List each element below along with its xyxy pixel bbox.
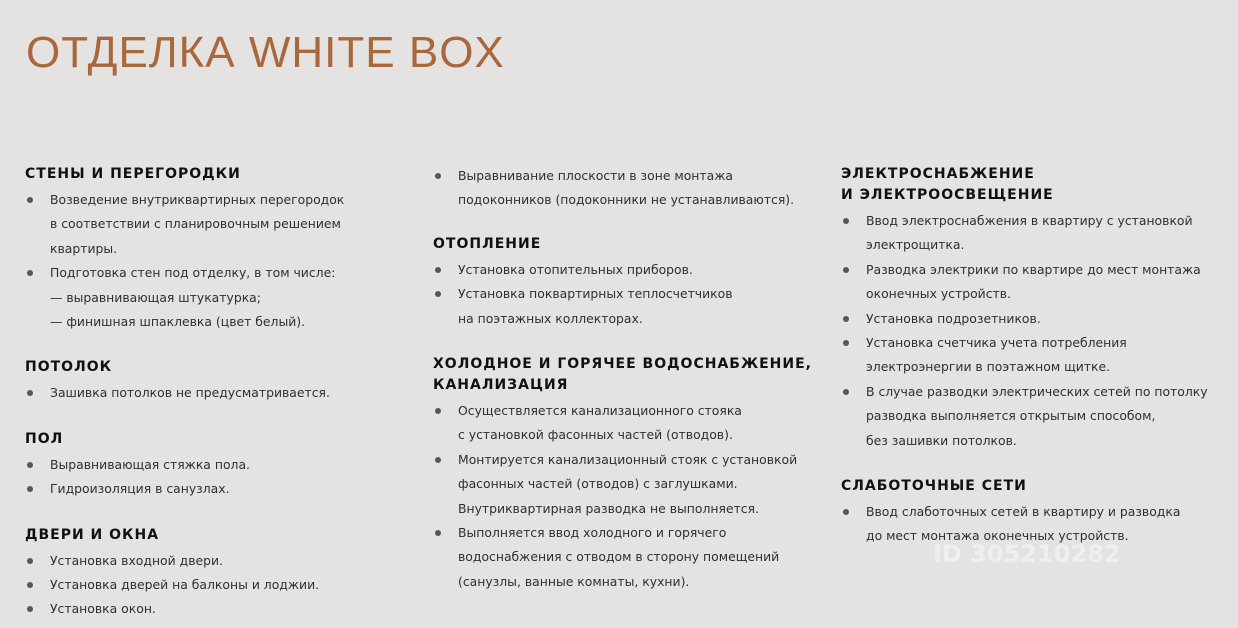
section-heading: ХОЛОДНОЕ И ГОРЯЧЕЕ ВОДОСНАБЖЕНИЕ, bbox=[433, 356, 812, 373]
section-heating bbox=[433, 234, 828, 331]
list-item bbox=[25, 477, 405, 501]
text-line: электрощитка. bbox=[866, 237, 965, 253]
section-floor bbox=[25, 429, 405, 502]
watermark: ID 305210282 bbox=[933, 540, 1121, 568]
section-walls bbox=[25, 164, 405, 334]
list-item bbox=[433, 399, 828, 448]
text-line: без зашивки потолков. bbox=[866, 432, 1017, 448]
page-title: ОТДЕЛКА WHITE BOX bbox=[26, 28, 505, 77]
bullet-icon bbox=[843, 267, 849, 273]
bullet-icon bbox=[435, 530, 441, 536]
bullet-icon bbox=[27, 486, 33, 492]
text-line: Внутриквартирная разводка не выполняется. bbox=[458, 500, 759, 516]
text-line: на поэтажных коллекторах. bbox=[458, 310, 643, 326]
text-line: Установка окон. bbox=[50, 601, 156, 617]
list-item bbox=[841, 209, 1231, 258]
bullet-icon bbox=[27, 390, 33, 396]
bullet-icon bbox=[843, 509, 849, 515]
text-line: квартиры. bbox=[50, 240, 118, 256]
section-heading: ПОТОЛОК bbox=[25, 359, 113, 376]
list-item bbox=[25, 188, 405, 261]
section-doors-windows bbox=[25, 525, 405, 622]
section-low-current bbox=[841, 476, 1231, 549]
text-line: Ввод электроснабжения в квартиру с установкой bbox=[866, 213, 1193, 228]
list-item bbox=[841, 380, 1231, 453]
list-item bbox=[433, 448, 828, 521]
column-right bbox=[841, 164, 1231, 549]
list-item bbox=[25, 549, 405, 573]
text-line: Монтируется канализационный стояк с установкой bbox=[458, 451, 798, 467]
text-line: с установкой фасонных частей (отводов). bbox=[458, 427, 733, 443]
list-item bbox=[25, 597, 405, 621]
column-left bbox=[25, 164, 405, 622]
bullet-icon bbox=[435, 267, 441, 273]
bullet-icon bbox=[435, 457, 441, 463]
section-sills bbox=[433, 164, 828, 213]
bullet-icon bbox=[843, 316, 849, 322]
list-item bbox=[25, 453, 405, 477]
list-item bbox=[841, 331, 1231, 380]
section-heading-line2: И ЭЛЕКТРООСВЕЩЕНИЕ bbox=[841, 187, 1054, 203]
bullet-icon bbox=[27, 270, 33, 276]
text-line: оконечных устройств. bbox=[866, 286, 1011, 302]
list-item bbox=[433, 258, 828, 282]
bullet-list bbox=[433, 258, 828, 331]
text-line: электроэнергии в поэтажном щитке. bbox=[866, 359, 1111, 375]
text-line: в соответствии с планировочным решением bbox=[50, 216, 341, 232]
section-heading: СТЕНЫ И ПЕРЕГОРОДКИ bbox=[25, 166, 241, 182]
section-heading: СЛАБОТОЧНЫЕ СЕТИ bbox=[841, 478, 1027, 495]
bullet-icon bbox=[27, 606, 33, 612]
text-line: В случае разводки электрических сетей по потолку bbox=[866, 383, 1208, 399]
bullet-icon bbox=[27, 582, 33, 588]
text-line: Зашивка потолков не предусматривается. bbox=[50, 385, 330, 401]
section-heading: ЭЛЕКТРОСНАБЖЕНИЕ bbox=[841, 166, 1035, 182]
bullet-icon bbox=[27, 558, 33, 564]
text-line: Установка поквартирных теплосчетчиков bbox=[458, 286, 733, 302]
text-line: Гидроизоляция в санузлах. bbox=[50, 481, 230, 497]
list-item bbox=[433, 521, 828, 594]
bullet-icon bbox=[843, 389, 849, 395]
bullet-list bbox=[841, 209, 1231, 453]
text-line: Разводка электрики по квартире до мест монтажа bbox=[866, 261, 1201, 277]
bullet-icon bbox=[435, 173, 441, 179]
section-heading-line2: КАНАЛИЗАЦИЯ bbox=[433, 377, 569, 394]
text-line: — финишная шпаклевка (цвет белый). bbox=[50, 314, 306, 330]
text-line: (санузлы, ванные комнаты, кухни). bbox=[458, 573, 690, 589]
list-item bbox=[25, 573, 405, 597]
bullet-list bbox=[25, 381, 405, 405]
bullet-icon bbox=[27, 197, 33, 203]
text-line: Выравнивание плоскости в зоне монтажа bbox=[458, 168, 733, 183]
list-item bbox=[433, 282, 828, 331]
bullet-list bbox=[25, 549, 405, 622]
text-line: фасонных частей (отводов) с заглушками. bbox=[458, 476, 738, 492]
text-line: Выравнивающая стяжка пола. bbox=[50, 456, 250, 472]
bullet-icon bbox=[435, 408, 441, 414]
text-line: Установка входной двери. bbox=[50, 552, 223, 568]
text-line: Установка подрозетников. bbox=[866, 310, 1041, 326]
text-line: Ввод слаботочных сетей в квартиру и разводка bbox=[866, 504, 1181, 520]
text-line: разводка выполняется открытым способом, bbox=[866, 408, 1156, 424]
text-line: Возведение внутриквартирных перегородок bbox=[50, 192, 345, 207]
section-heading: ПОЛ bbox=[25, 430, 64, 447]
bullet-list bbox=[433, 164, 828, 213]
bullet-icon bbox=[843, 218, 849, 224]
section-heading: ДВЕРИ И ОКНА bbox=[25, 526, 160, 543]
text-line: Установка дверей на балконы и лоджии. bbox=[50, 577, 320, 593]
text-line: водоснабжения с отводом в сторону помещений bbox=[458, 549, 780, 565]
bullet-list bbox=[25, 453, 405, 502]
bullet-list bbox=[433, 399, 828, 594]
section-ceiling bbox=[25, 357, 405, 405]
text-line: Выполняется ввод холодного и горячего bbox=[458, 525, 727, 541]
text-line: — выравнивающая штукатурка; bbox=[50, 289, 261, 305]
section-water-sewage bbox=[433, 354, 828, 594]
bullet-list bbox=[25, 188, 405, 334]
text-line: подоконников (подоконники не устанавливаются). bbox=[458, 192, 795, 208]
list-item bbox=[25, 381, 405, 405]
column-middle bbox=[433, 164, 828, 594]
section-electric bbox=[841, 164, 1231, 453]
text-line: до мест монтажа оконечных устройств. bbox=[866, 528, 1129, 544]
text-line: Подготовка стен под отделку, в том числе: bbox=[50, 265, 336, 281]
section-heading: ОТОПЛЕНИЕ bbox=[433, 235, 542, 252]
bullet-icon bbox=[27, 462, 33, 468]
text-line: Осуществляется канализационного стояка bbox=[458, 403, 742, 419]
text-line: Установка отопительных приборов. bbox=[458, 261, 693, 277]
text-line: Установка счетчика учета потребления bbox=[866, 335, 1127, 351]
bullet-icon bbox=[435, 291, 441, 297]
bullet-icon bbox=[843, 340, 849, 346]
list-item bbox=[841, 258, 1231, 307]
list-item bbox=[433, 164, 828, 213]
list-item bbox=[841, 307, 1231, 331]
list-item bbox=[25, 261, 405, 334]
